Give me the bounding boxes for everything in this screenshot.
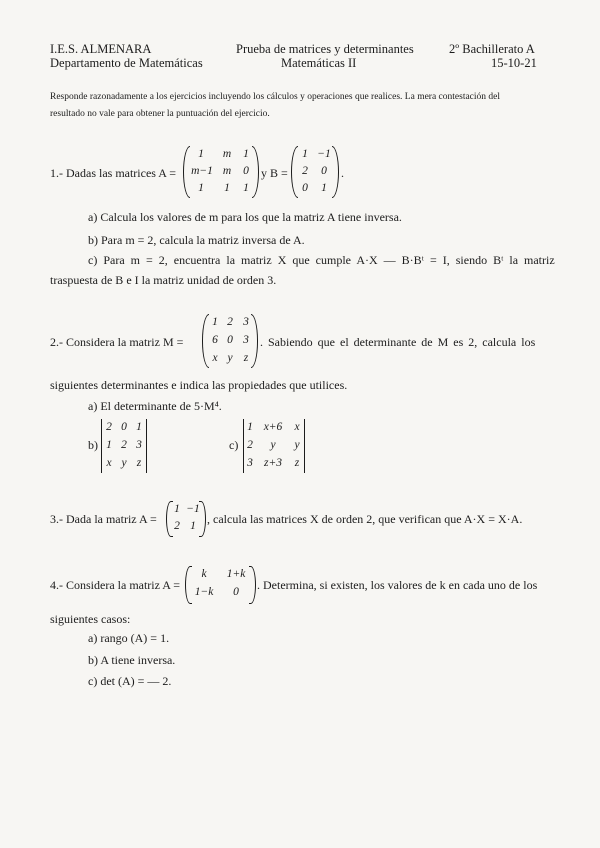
matrix-entry: 0	[227, 334, 233, 346]
matrix-entry: 1	[247, 421, 253, 433]
matrix-entry: x	[212, 352, 218, 364]
date: 15-10-21	[491, 56, 537, 70]
matrix-entry: 3	[243, 316, 249, 328]
q3-intro: 3.- Dada la matriz A =	[50, 512, 157, 526]
matrix-entry: 3	[136, 439, 142, 451]
q1-part-b: b) Para m = 2, calcula la matriz inversa de A.	[88, 233, 305, 247]
q2-after: . Sabiendo que el determinante de M es 2, calcula los	[260, 335, 536, 349]
school-name: I.E.S. ALMENARA	[50, 42, 152, 56]
q3-after: , calcula las matrices X de orden 2, que verifican que A·X = X·A.	[207, 512, 523, 526]
matrix-entry: −1	[186, 503, 200, 515]
matrix-entry: x	[106, 457, 112, 469]
q2-part-c-label: c)	[229, 438, 239, 452]
matrix-entry: z	[136, 457, 142, 469]
q2-part-a: a) El determinante de 5·M⁴.	[88, 399, 222, 413]
matrix-entry: z	[294, 457, 300, 469]
matrix-entry: 1	[243, 148, 249, 160]
matrix-entry: z+3	[264, 457, 282, 469]
matrix-entry: 3	[247, 457, 253, 469]
matrix-entry: 0	[121, 421, 127, 433]
matrix-entry: 2	[247, 439, 253, 451]
q4-after: . Determina, si existen, los valores de k en cada uno de los	[257, 578, 538, 592]
q1-end: .	[341, 166, 344, 180]
matrix-entry: 1	[321, 182, 327, 194]
matrix-entry: 1+k	[226, 568, 246, 580]
q1-part-c-line2: traspuesta de B e I la matriz unidad de orden 3.	[50, 273, 277, 287]
q2-line2: siguientes determinantes e indica las propiedades que utilices.	[50, 378, 348, 392]
q2-matrix-m	[202, 314, 258, 368]
matrix-entry: 1	[212, 316, 218, 328]
matrix-entry: 1	[190, 520, 196, 532]
matrix-entry: 1−k	[194, 586, 214, 598]
q2-determinant-c	[243, 419, 305, 473]
q4-intro: 4.- Considera la matriz A =	[50, 578, 181, 592]
matrix-entry: 2	[121, 439, 127, 451]
q2-determinant-b	[101, 419, 147, 473]
q3-matrix-a	[166, 501, 206, 537]
matrix-entry: 1	[243, 182, 249, 194]
matrix-entry: m	[222, 165, 232, 177]
matrix-entry: y	[227, 352, 233, 364]
matrix-entry: 0	[233, 586, 239, 598]
matrix-entry: 1	[224, 182, 230, 194]
matrix-entry: y	[294, 439, 300, 451]
matrix-entry: 1	[106, 439, 112, 451]
matrix-entry: 0	[243, 165, 249, 177]
matrix-entry: z	[243, 352, 249, 364]
matrix-entry: 1	[198, 148, 204, 160]
department: Departamento de Matemáticas	[50, 56, 203, 70]
matrix-entry: y	[270, 439, 276, 451]
matrix-entry: 0	[302, 182, 308, 194]
matrix-entry: −1	[317, 148, 331, 160]
matrix-entry: 2	[174, 520, 180, 532]
matrix-entry: y	[121, 457, 127, 469]
q4-part-c: c) det (A) = — 2.	[88, 674, 172, 688]
q1-joiner: y B =	[261, 166, 288, 180]
q1-part-a: a) Calcula los valores de m para los que la matriz A tiene inversa.	[88, 210, 402, 224]
matrix-entry: 6	[212, 334, 218, 346]
matrix-entry: m	[222, 148, 232, 160]
q1-matrix-a	[183, 146, 259, 198]
matrix-entry: 2	[227, 316, 233, 328]
matrix-entry: 1	[198, 182, 204, 194]
matrix-entry: 1	[136, 421, 142, 433]
matrix-entry: 2	[302, 165, 308, 177]
q2-intro: 2.- Considera la matriz M =	[50, 335, 184, 349]
matrix-entry: 1	[302, 148, 308, 160]
matrix-entry: m−1	[191, 165, 213, 177]
q4-part-b: b) A tiene inversa.	[88, 653, 176, 667]
matrix-entry: 2	[106, 421, 112, 433]
course: 2º Bachillerato A	[449, 42, 535, 56]
matrix-entry: 3	[243, 334, 249, 346]
q2-part-b-label: b)	[88, 438, 98, 452]
q4-line2: siguientes casos:	[50, 612, 131, 626]
matrix-entry: x+6	[263, 421, 283, 433]
subject: Matemáticas II	[281, 56, 357, 70]
instructions-line2: resultado no vale para obtener la puntuación del ejercicio.	[50, 109, 270, 119]
q4-part-a: a) rango (A) = 1.	[88, 631, 170, 645]
matrix-entry: 0	[321, 165, 327, 177]
q4-matrix-a	[185, 566, 256, 604]
q1-intro: 1.- Dadas las matrices A =	[50, 166, 177, 180]
matrix-entry: 1	[174, 503, 180, 515]
matrix-entry: x	[294, 421, 300, 433]
exam-title: Prueba de matrices y determinantes	[236, 42, 414, 56]
q1-part-c-line1: c) Para m = 2, encuentra la matriz X que cumple A·X — B·Bᵗ = I, siendo Bᵗ la matriz	[88, 253, 555, 267]
instructions-line1: Responde razonadamente a los ejercicios incluyendo los cálculos y operaciones que realices. La mera contestación del	[50, 92, 501, 102]
q1-matrix-b	[291, 146, 339, 198]
matrix-entry: k	[201, 568, 207, 580]
